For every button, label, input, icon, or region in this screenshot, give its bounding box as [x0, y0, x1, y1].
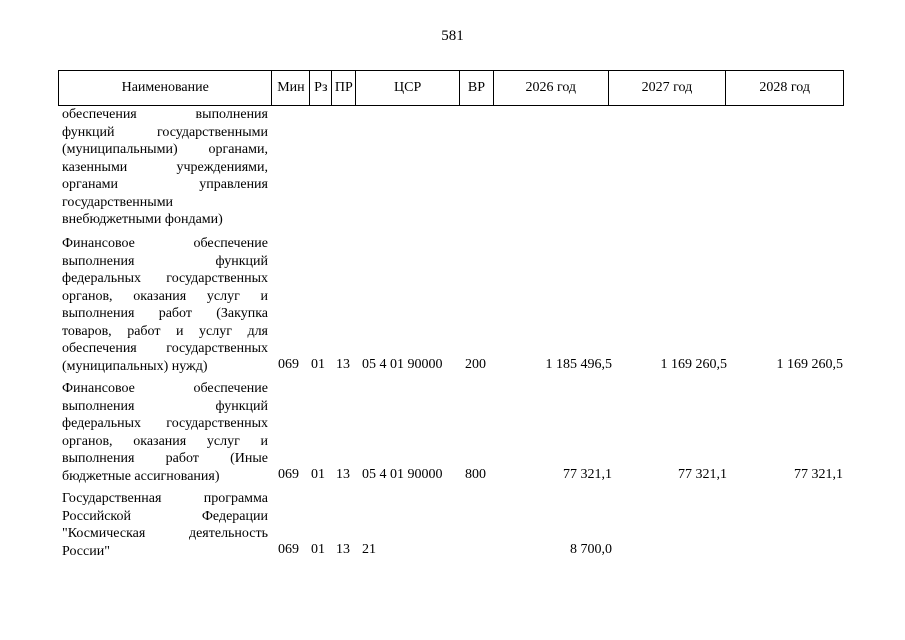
row-name-line: федеральных государственных — [62, 416, 268, 431]
row-rz: 01 — [311, 542, 325, 557]
row-2026: 8 700,0 — [570, 542, 612, 557]
row-name-line: Финансовое обеспечение — [62, 381, 268, 396]
header-2028: 2028 год — [759, 80, 810, 95]
row-min: 069 — [278, 467, 299, 482]
header-csr: ЦСР — [356, 71, 460, 105]
row-rz: 01 — [311, 357, 325, 372]
header-min: Мин — [272, 71, 310, 105]
row-name-line: выполнения работ (Иные — [62, 451, 268, 466]
row-min: 069 — [278, 542, 299, 557]
row-name-line: выполнения работ (Закупка — [62, 306, 268, 321]
row-name-line: обеспечения государственных — [62, 341, 268, 356]
row-name-line: Финансовое обеспечение — [62, 236, 268, 251]
row-name — [62, 380, 268, 485]
row-name — [62, 106, 268, 229]
row-2027: 77 321,1 — [678, 467, 727, 482]
row-csr: 21 — [362, 542, 376, 557]
row-name-line: выполнения функций — [62, 253, 268, 269]
row-name-line: выполнения функций — [62, 398, 268, 414]
row-pr: 13 — [336, 357, 350, 372]
row-name-line: (муниципальных) нужд) — [62, 358, 208, 374]
header-vr: ВР — [460, 71, 494, 105]
row-name-line: органов, оказания услуг и — [62, 433, 268, 449]
row-2026: 77 321,1 — [563, 467, 612, 482]
row-min: 069 — [278, 357, 299, 372]
table-header — [58, 70, 844, 106]
row-csr: 05 4 01 90000 — [362, 357, 443, 372]
header-2027: 2027 год — [609, 71, 727, 105]
row-2028: 77 321,1 — [794, 467, 843, 482]
row-vr: 800 — [465, 467, 486, 482]
row-name-line: государственными — [62, 194, 174, 210]
row-pr: 13 — [336, 542, 350, 557]
row-name-line: обеспечения выполнения — [62, 107, 268, 122]
row-2028: 1 169 260,5 — [776, 357, 843, 372]
row-name — [62, 490, 268, 560]
row-2026: 1 185 496,5 — [545, 357, 612, 372]
row-name-line: казенными учреждениями, — [62, 159, 268, 175]
row-pr: 13 — [336, 467, 350, 482]
row-name-line: (муниципальными) органами, — [62, 142, 268, 157]
header-2026: 2026 год — [494, 71, 609, 105]
row-name-line: органов, оказания услуг и — [62, 288, 268, 304]
row-name-line: органами управления — [62, 177, 268, 192]
header-rz: Рз — [310, 71, 332, 105]
row-name-line: функций государственными — [62, 124, 268, 140]
row-vr: 200 — [465, 357, 486, 372]
row-name-line: бюджетные ассигнования) — [62, 468, 220, 484]
header-pr: ПР — [332, 71, 356, 105]
header-name: Наименование — [59, 71, 272, 105]
row-name-line: Российской Федерации — [62, 508, 268, 524]
row-csr: 05 4 01 90000 — [362, 467, 443, 482]
row-name-line: товаров, работ и услуг для — [62, 323, 268, 339]
row-name-line: "Космическая деятельность — [62, 526, 268, 541]
row-name-line: внебюджетными фондами) — [62, 212, 223, 227]
row-name — [62, 235, 268, 375]
row-name-line: Государственная программа — [62, 491, 268, 506]
row-rz: 01 — [311, 467, 325, 482]
row-name-line: России" — [62, 543, 110, 559]
page-number: 581 — [441, 28, 464, 44]
row-name-line: федеральных государственных — [62, 271, 268, 286]
row-2027: 1 169 260,5 — [660, 357, 727, 372]
